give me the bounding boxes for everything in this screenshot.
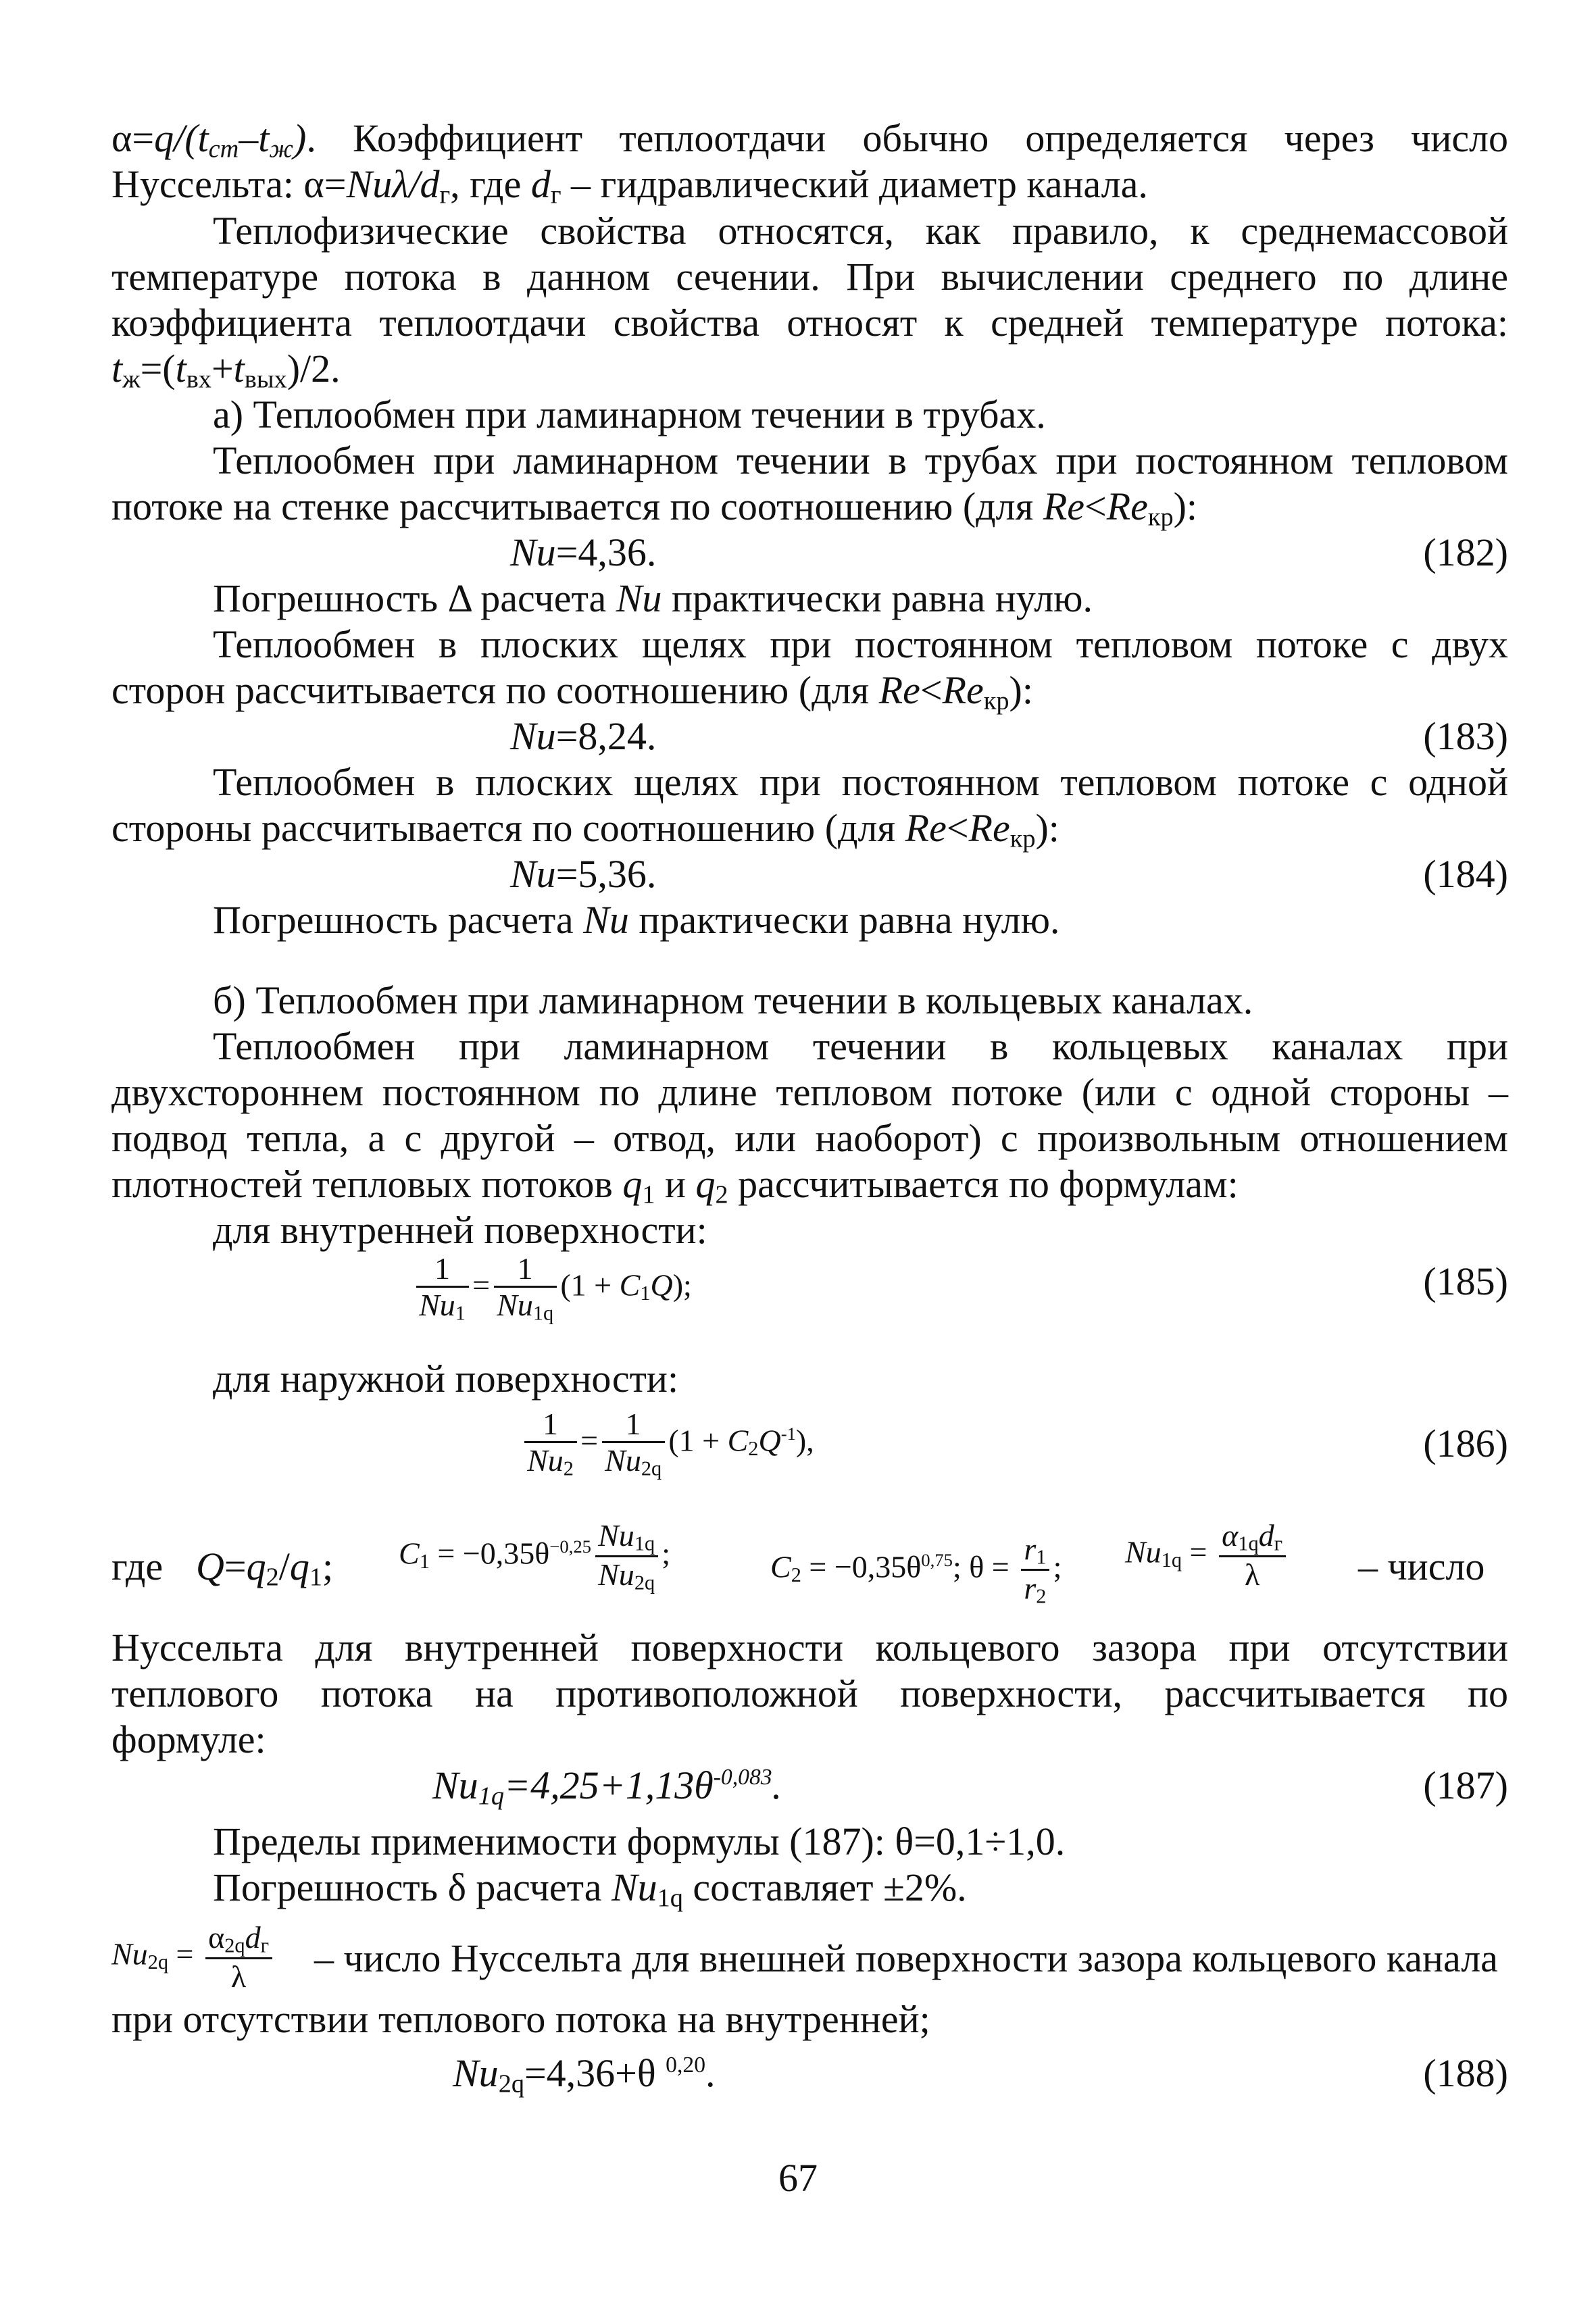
section-heading-b: б) Теплообмен при ламинарном течении в кольцевых каналах. xyxy=(213,978,1253,1022)
text-line: коэффициента теплоотдачи свойства относят к средней температуре потока: xyxy=(111,301,1508,345)
text-line: Теплообмен при ламинарном течении в трубах при постоянном тепловом xyxy=(213,438,1508,482)
text-line: Погрешность δ расчета $Nu_{1q}$ составляет ±2%. xyxy=(213,1865,967,1913)
text-line: Пределы применимости формулы (187): θ=0,1÷1,0. xyxy=(213,1819,1066,1863)
equation-number: (188) xyxy=(1423,2051,1508,2095)
equation-185: $\frac{1}{Nu_1}$ = $\frac{1}{Nu_{1q}}$ $(1 + C_1Q)$; xyxy=(412,1253,692,1324)
section-heading-a: а) Теплообмен при ламинарном течении в трубах. xyxy=(213,393,1046,436)
text-line: при отсутствии теплового потока на внутренней; xyxy=(111,1997,930,2041)
page-number: 67 xyxy=(778,2156,818,2200)
equation-number: (184) xyxy=(1423,852,1508,896)
q-definition: $Q=q_2/q_1$; xyxy=(196,1544,334,1592)
inner-surface-label: для внутренней поверхности: xyxy=(213,1208,707,1252)
text-line: – число Нуссельта для внешней поверхности зазора кольцевого канала xyxy=(314,1936,1498,1980)
text-line: Нуссельта для внутренней поверхности кольцевого зазора при отсутствии xyxy=(111,1626,1508,1669)
equation-number: (185) xyxy=(1423,1259,1508,1303)
equation-182: Nu=4,36. xyxy=(510,530,657,574)
nu2q-definition: $Nu_{2q}$ = $\frac{\alpha_{2q}d_г}{\lambda}$ xyxy=(111,1922,276,1992)
equation-number: (182) xyxy=(1423,530,1508,574)
c2-definition: $C_2 = -0,35\theta^{0,75}$; θ = $\frac{r_1}{r_2}$ ; xyxy=(770,1532,1062,1608)
text-line: формуле: xyxy=(111,1717,266,1761)
nu1q-definition: $Nu_{1q}$ = $\frac{\alpha_{1q}d_г}{\lambda}$ xyxy=(1125,1520,1289,1590)
text-line: Теплообмен при ламинарном течении в кольцевых каналах при xyxy=(213,1024,1508,1068)
text-line: – число xyxy=(1358,1544,1485,1588)
equation-number: (187) xyxy=(1423,1763,1508,1807)
outer-surface-label: для наружной поверхности: xyxy=(213,1357,679,1401)
text-line: температуре потока в данном сечении. При вычислении среднего по длине xyxy=(111,255,1508,299)
equation-183: Nu=8,24. xyxy=(510,714,657,758)
c1-definition: $C_1 = -0,35\theta^{-0,25}$ $\frac{Nu_{1q}}{Nu_{2q}}$ ; xyxy=(399,1518,671,1594)
text-line: подвод тепла, а с другой – отвод, или наоборот) с произвольным отношением xyxy=(111,1116,1508,1160)
text-line: Погрешность Δ расчета Nu практически равна нулю. xyxy=(213,576,1093,620)
text-line: Теплофизические свойства относятся, как правило, к среднемассовой xyxy=(213,209,1508,253)
equation-number: (186) xyxy=(1423,1422,1508,1465)
text-line: плотностей тепловых потоков $q_1$ и $q_2$ рассчитывается по формулам: xyxy=(111,1162,1239,1209)
equation-184: Nu=5,36. xyxy=(510,852,657,896)
text-line: Нуссельта: $\alpha=Nu\lambda/d_г$, где $d_г$ – гидравлический диаметр канала. xyxy=(111,162,1148,209)
text-line: теплового потока на противоположной поверхности, рассчитывается по xyxy=(111,1671,1508,1715)
text-line: двухстороннем постоянном по длине тепловом потоке (или с одной стороны – xyxy=(111,1070,1508,1114)
text-line: стороны рассчитывается по соотношению (для $Re<Re_{кр}$): xyxy=(111,806,1059,853)
equation-187: $Nu_{1q}=4,25+1,13\theta^{-0,083}$. xyxy=(432,1763,782,1811)
where-label: где xyxy=(111,1544,164,1588)
text-line: $\alpha=q/(t_{ст}-t_ж)$. Коэффициент теплоотдачи обычно определяется через число xyxy=(111,116,1508,164)
text-line: сторон рассчитывается по соотношению (для $Re<Re_{кр}$): xyxy=(111,668,1033,715)
equation-number: (183) xyxy=(1423,714,1508,758)
text-line: Теплообмен в плоских щелях при постоянном тепловом потоке с двух xyxy=(213,622,1508,666)
text-line: Погрешность расчета Nu практически равна нулю. xyxy=(213,898,1060,942)
text-line: Теплообмен в плоских щелях при постоянном тепловом потоке с одной xyxy=(213,760,1508,804)
equation-186: $\frac{1}{Nu_2}$ = $\frac{1}{Nu_{2q}}$ $(1 + C_2Q^{-1})$, xyxy=(520,1409,814,1479)
text-line: $t_ж=(t_{вх}+t_{вых})/2$. xyxy=(111,347,341,394)
equation-188: $Nu_{2q}=4,36+\theta$ $^{0,20}$. xyxy=(453,2051,716,2098)
text-line: потоке на стенке рассчитывается по соотношению (для $Re<Re_{кр}$): xyxy=(111,484,1198,532)
